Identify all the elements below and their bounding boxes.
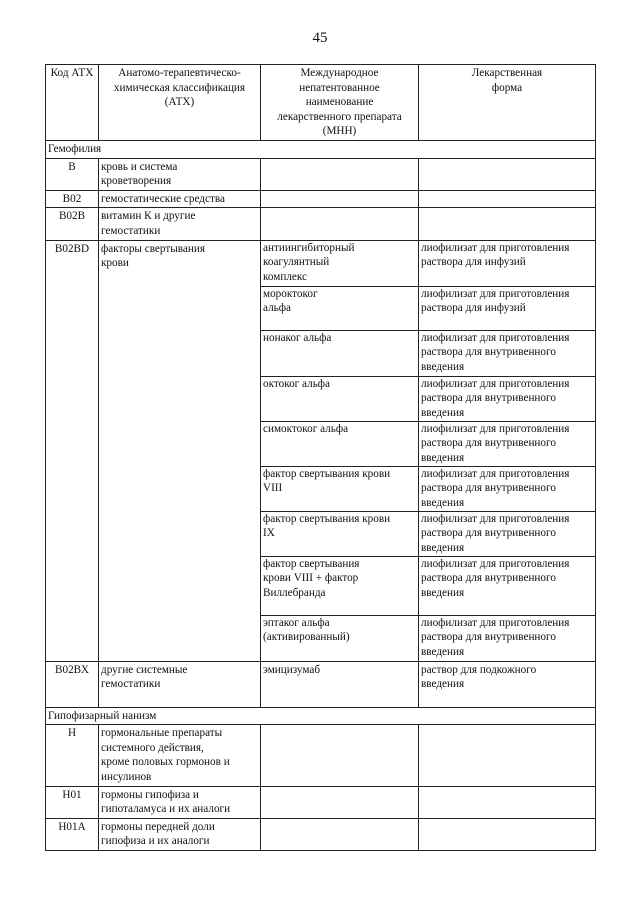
page-number: 45 <box>312 30 328 46</box>
row-code: Н01А <box>46 818 99 850</box>
section-row <box>46 707 596 725</box>
drug-form: лиофилизат для приготовления раствора для внутривенного введения <box>419 615 596 661</box>
table-row <box>46 818 596 850</box>
row-form: раствор для подкожного введения <box>419 661 596 707</box>
row-inn <box>261 208 419 240</box>
drug-inn: нонаког альфа <box>261 330 419 376</box>
drug-inn: мороктоког альфа <box>261 286 419 330</box>
row-form <box>419 786 596 818</box>
row-name: гормональные препараты системного действия, кроме половых гормонов и инсулинов <box>99 725 261 786</box>
row-inn <box>261 786 419 818</box>
row-inn <box>261 725 419 786</box>
row-code: В02ВD <box>46 240 99 661</box>
drug-inn: антиингибиторный коагулянтный комплекс <box>261 241 419 286</box>
table-row <box>46 240 596 661</box>
drug-form: лиофилизат для приготовления раствора для инфузий <box>421 241 570 269</box>
table-row <box>46 158 596 190</box>
row-name: гормоны гипофиза и гипоталамуса и их аналоги <box>99 786 261 818</box>
row-name: кровь и система кроветворения <box>99 158 261 190</box>
row-form <box>419 725 596 786</box>
section-row <box>46 141 596 159</box>
table-row <box>46 786 596 818</box>
section-dwarfism: Гипофизарный нанизм <box>46 707 596 725</box>
row-code: Н <box>46 725 99 786</box>
drug-form: лиофилизат для приготовления раствора для внутривенного введения <box>419 376 596 421</box>
drug-inn: симоктоког альфа <box>261 421 419 466</box>
table-row <box>46 190 596 208</box>
section-hemophilia: Гемофилия <box>46 141 596 159</box>
drug-form: лиофилизат для приготовления раствора для внутривенного введения <box>419 330 596 376</box>
table-row <box>46 661 596 707</box>
table-row <box>46 725 596 786</box>
row-code: В <box>46 158 99 190</box>
row-name: другие системные гемостатики <box>99 661 261 707</box>
drug-form: лиофилизат для приготовления раствора для инфузий <box>419 286 596 330</box>
row-inn <box>261 158 419 190</box>
drug-form: лиофилизат для приготовления раствора для внутривенного введения <box>419 556 596 615</box>
drug-inn: фактор свертывания крови VIII <box>261 466 419 511</box>
row-code: В02В <box>46 208 99 240</box>
table-header-row <box>46 65 596 141</box>
row-form <box>419 158 596 190</box>
table-row <box>46 208 596 240</box>
drug-form: лиофилизат для приготовления раствора для внутривенного введения <box>419 466 596 511</box>
row-code: В02 <box>46 190 99 208</box>
row-inn: эмицизумаб <box>261 661 419 707</box>
row-name: витамин К и другие гемостатики <box>99 208 261 240</box>
row-form <box>419 818 596 850</box>
row-inn <box>261 190 419 208</box>
drug-list <box>261 240 596 661</box>
header-atc: Анатомо-терапевтическо- химическая классификация (АТХ) <box>99 65 261 141</box>
drug-form: лиофилизат для приготовления раствора для внутривенного введения <box>419 511 596 556</box>
drug-inn: октоког альфа <box>261 376 419 421</box>
header-inn: Международное непатентованное наименование лекарственного препарата (МНН) <box>261 65 419 141</box>
row-name: факторы свертывания крови <box>99 240 261 661</box>
atx-table <box>45 64 596 851</box>
row-form <box>419 190 596 208</box>
row-name: гормоны передней доли гипофиза и их аналоги <box>99 818 261 850</box>
header-code: Код АТХ <box>46 65 99 141</box>
row-name: гемостатические средства <box>99 190 261 208</box>
drug-inn: фактор свертывания крови IX <box>261 511 419 556</box>
drug-inn: фактор свертывания крови VIII + фактор Виллебранда <box>261 556 419 615</box>
drug-form: лиофилизат для приготовления раствора для внутривенного введения <box>419 421 596 466</box>
row-code: Н01 <box>46 786 99 818</box>
row-code: В02ВХ <box>46 661 99 707</box>
header-form: Лекарственная форма <box>419 65 596 141</box>
row-form <box>419 208 596 240</box>
drug-inn: эптаког альфа (активированный) <box>261 615 419 661</box>
row-inn <box>261 818 419 850</box>
